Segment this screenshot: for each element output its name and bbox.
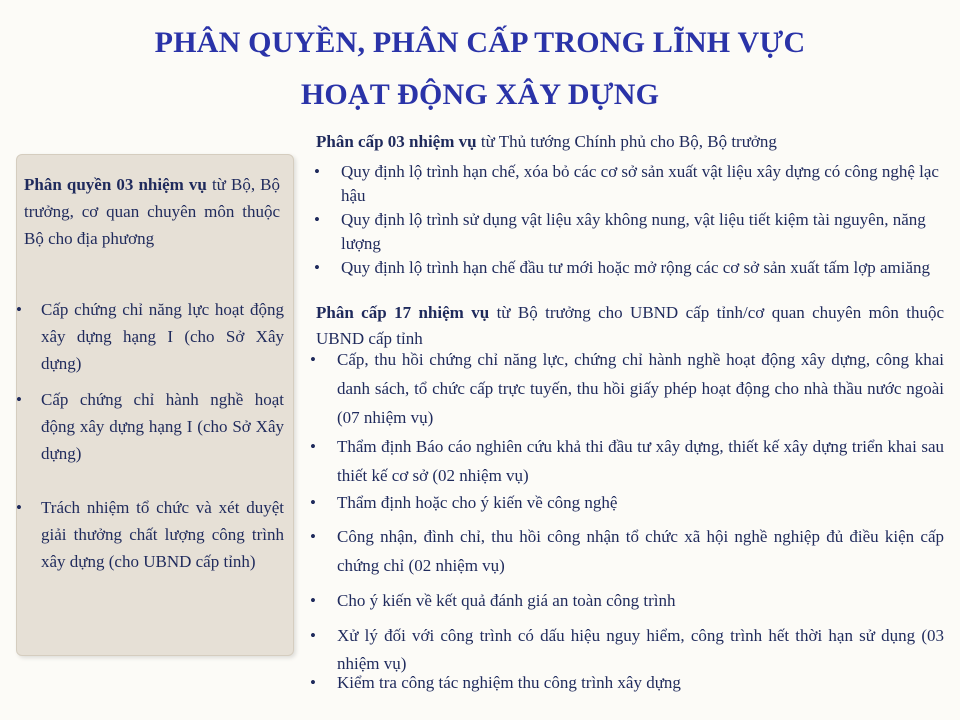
left-list-item [16,386,284,467]
left-list-item-text: Trách nhiệm tổ chức và xét duyệt giải thưởng chất lượng công trình xây dựng (cho UBND cấp tỉnh) [41,498,284,571]
section-2-item-text: Thẩm định Báo cáo nghiên cứu khả thi đầu tư xây dựng, thiết kế xây dựng triển khai sau thiết kế cơ sở (02 nhiệm vụ) [337,437,944,485]
bullet-icon: • [310,626,316,645]
slide-title-line-1: PHÂN QUYỀN, PHÂN CẤP TRONG LĨNH VỰC [154,26,806,59]
bullet-icon: • [310,673,316,692]
left-list-item-text: Cấp chứng chỉ hành nghề hoạt động xây dựng hạng I (cho Sở Xây dựng) [41,390,284,463]
bullet-icon: • [16,300,22,319]
bullet-icon: • [16,498,22,517]
bullet-icon: • [314,258,320,277]
left-panel-intro [24,171,280,252]
section-2-heading-bold: Phân cấp 17 nhiệm vụ [316,303,490,322]
section-2-item [310,586,944,615]
section-2-item-text: Thẩm định hoặc cho ý kiến về công nghệ [337,493,618,512]
section-2-heading-text: từ Bộ trưởng cho UBND cấp tỉnh/cơ quan chuyên môn thuộc UBND cấp tỉnh [316,303,944,348]
section-2-item [310,345,944,432]
section-1-heading [316,130,777,154]
bullet-icon: • [310,350,316,369]
section-1-heading-text: từ Thủ tướng Chính phủ cho Bộ, Bộ trưởng [476,132,777,151]
section-2-item [310,432,944,490]
bullet-icon: • [16,390,22,409]
bullet-icon: • [310,493,316,512]
section-2-item [310,668,944,697]
section-1-item-text: Quy định lộ trình sử dụng vật liệu xây không nung, vật liệu tiết kiệm tài nguyên, năng lượng [341,210,926,253]
section-1-item [314,160,944,208]
section-2-item [310,488,944,517]
section-2-item-text: Cho ý kiến về kết quả đánh giá an toàn công trình [337,591,676,610]
left-panel-intro-text: từ Bộ, Bộ trưởng, cơ quan chuyên môn thuộc Bộ cho địa phương [24,175,280,248]
bullet-icon: • [314,162,320,181]
slide-title-line-2: HOẠT ĐỘNG XÂY DỰNG [300,78,660,111]
left-list-item [16,494,284,575]
section-1-item-text: Quy định lộ trình hạn chế, xóa bỏ các cơ sở sản xuất vật liệu xây dựng có công nghệ lạc hậu [341,162,939,205]
section-2-item-text: Công nhận, đình chỉ, thu hồi công nhận tổ chức xã hội nghề nghiệp đủ điều kiện cấp chứng chỉ (02 nhiệm vụ) [337,527,944,575]
left-list-item-text: Cấp chứng chỉ năng lực hoạt động xây dựng hạng I (cho Sở Xây dựng) [41,300,284,373]
section-2-item-text: Cấp, thu hồi chứng chỉ năng lực, chứng chỉ hành nghề hoạt động xây dựng, công khai danh sách, tổ chức cấp trực tuyến, thu hồi giấy phép hoạt động cho nhà thầu nước ngoài (07 nhiệm vụ) [337,350,944,427]
left-list-item [16,296,284,377]
bullet-icon: • [310,437,316,456]
bullet-icon: • [310,591,316,610]
left-panel-intro-bold: Phân quyền 03 nhiệm vụ [24,175,207,194]
section-1-heading-bold: Phân cấp 03 nhiệm vụ [316,132,477,151]
bullet-icon: • [310,527,316,546]
section-1-item [314,208,944,256]
section-1-item [314,256,944,280]
section-2-item [310,522,944,580]
section-2-item-text: Xử lý đối với công trình có dấu hiệu nguy hiểm, công trình hết thời hạn sử dụng (03 nhiệm vụ) [337,626,944,673]
section-1-item-text: Quy định lộ trình hạn chế đầu tư mới hoặc mở rộng các cơ sở sản xuất tấm lợp amiăng [341,258,931,277]
section-2-item-text: Kiểm tra công tác nghiệm thu công trình xây dựng [337,673,681,692]
bullet-icon: • [314,210,320,229]
